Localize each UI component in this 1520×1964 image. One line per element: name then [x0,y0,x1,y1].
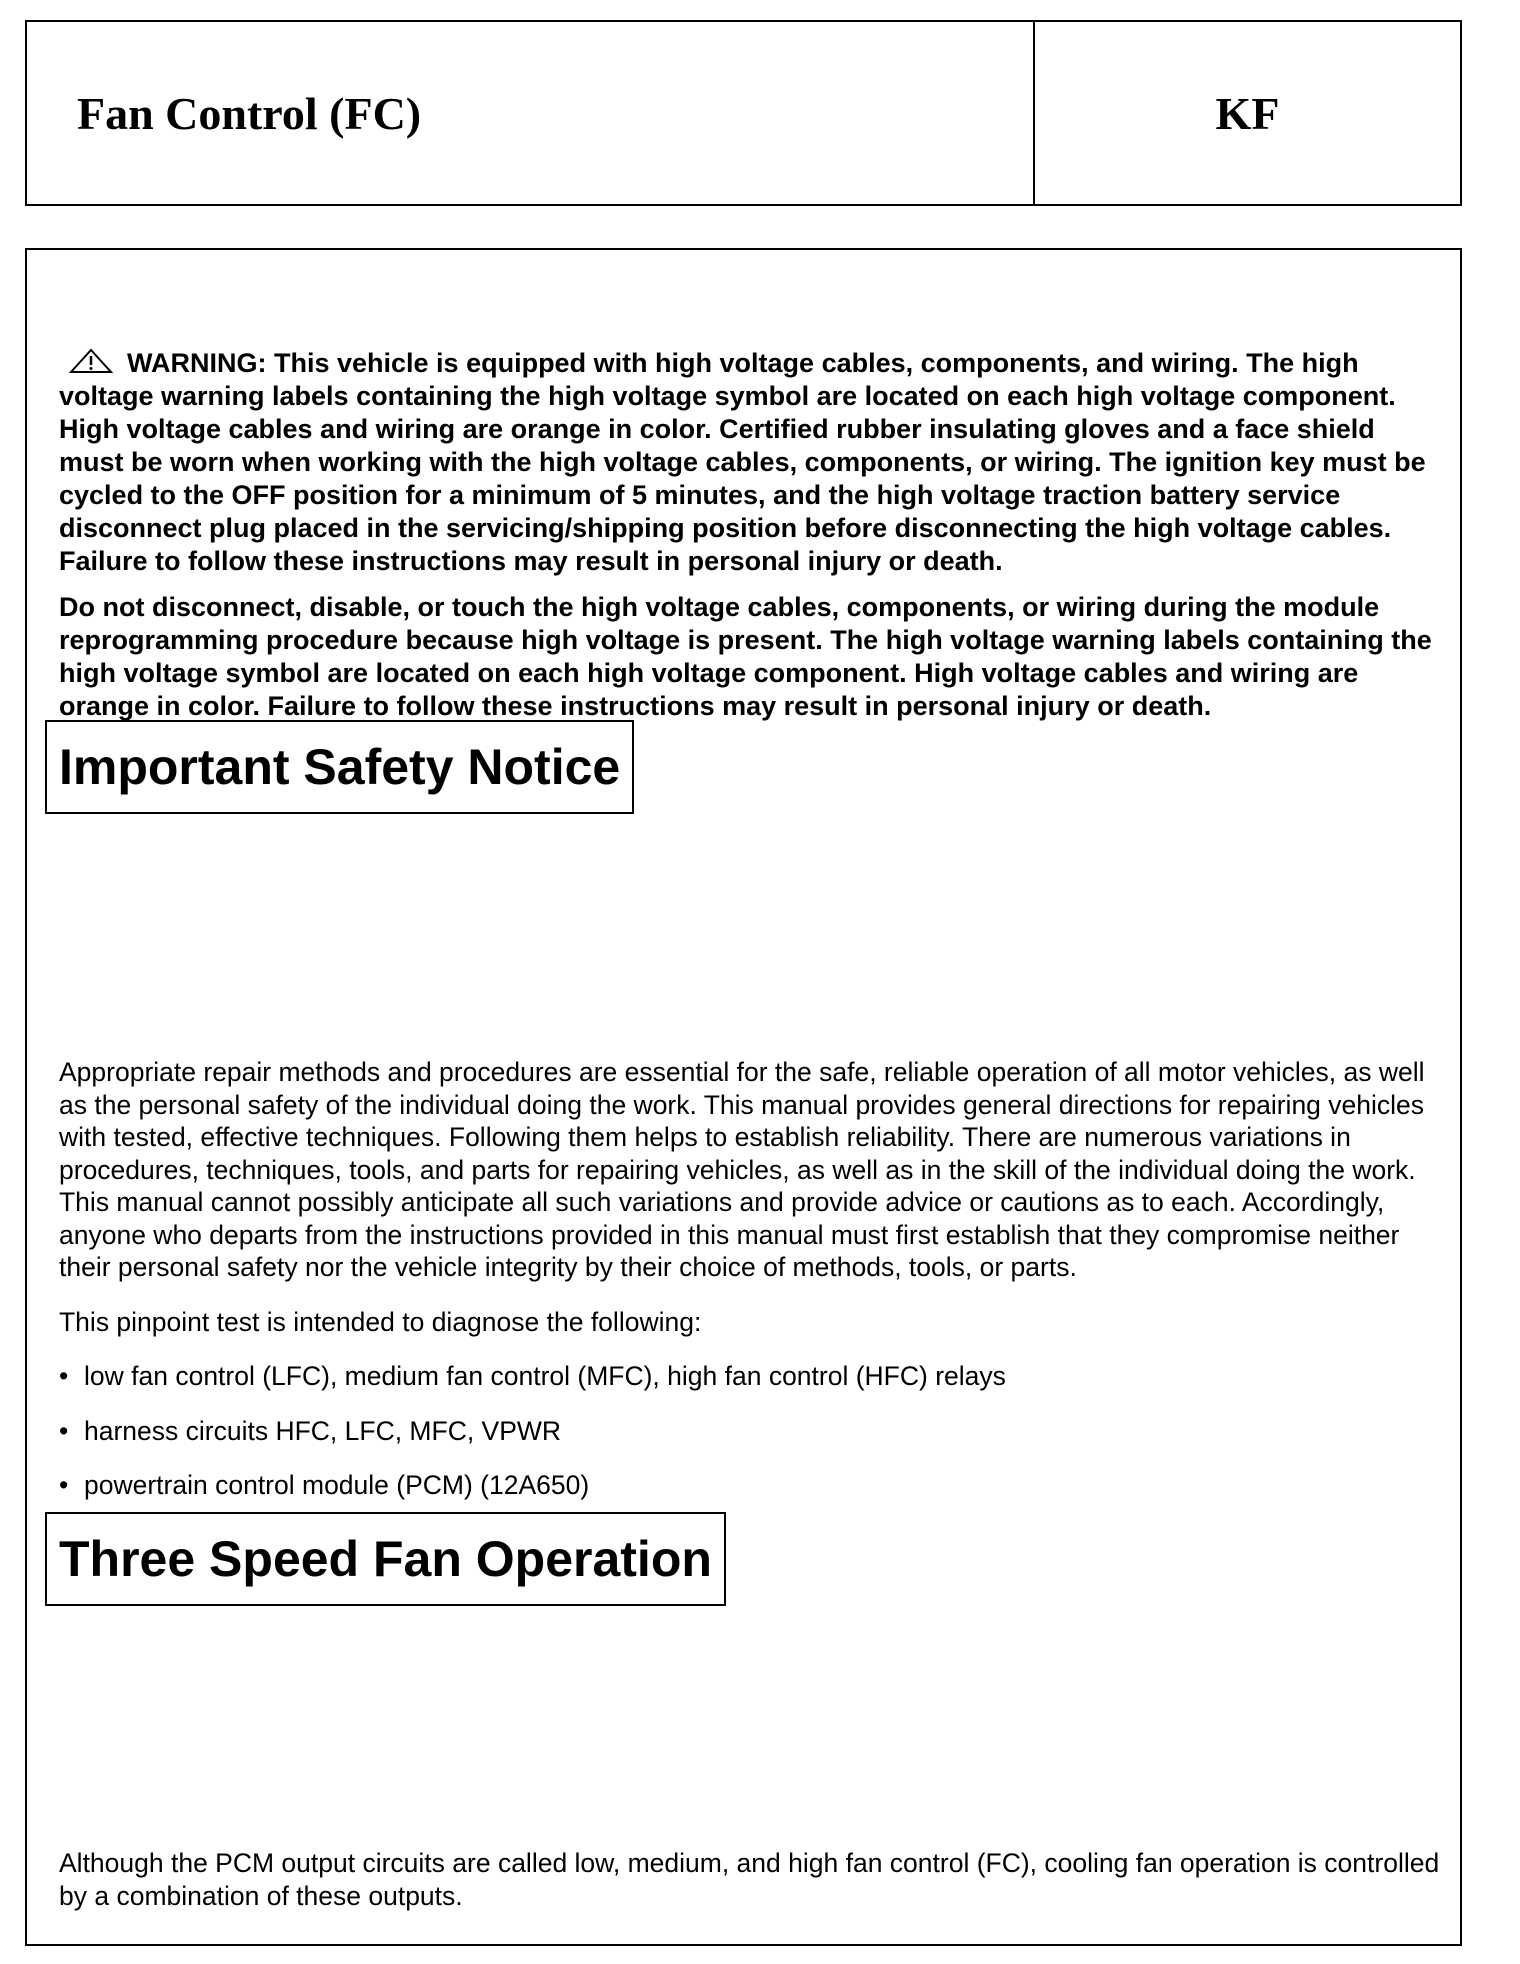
diagnose-list [59,1360,1444,1502]
safety-notice-paragraph: Appropriate repair methods and procedures are essential for the safe, reliable operation of all motor vehicles, as well as the personal safety of the individual doing the work. This manual provides general directions for repairing vehicles with tested, effective techniques. Following them helps to establish reliability. There are numerous variations in procedures, techniques, tools, and parts for repairing vehicles, as well as in the skill of the individual doing the work. This manual cannot possibly anticipate all such variations and provide advice or cautions as to each. Accordingly, anyone who departs from the instructions provided in this manual must first establish that they compromise neither their personal safety nor the vehicle integrity by their choice of methods, tools, or parts. [59,1057,1425,1282]
header-code-cell [1035,22,1460,204]
warning-paragraph-2: Do not disconnect, disable, or touch the high voltage cables, components, or wiring during the module reprogramming procedure because high voltage is present. The high voltage warning labels containing the high voltage symbol are located on each high voltage component. High voltage cables and wiring are orange in color. Failure to follow these instructions may result in personal injury or death. [59,592,1432,721]
content-box [25,248,1462,1946]
header-title-cell [27,22,1035,204]
warning-block [59,347,1439,736]
list-item: • powertrain control module (PCM) (12A650) [59,1469,1444,1502]
warning-text-1: WARNING: This vehicle is equipped with high voltage cables, components, and wiring. The high voltage warning labels containing the high voltage symbol are located on each high voltage component. High voltage cables and wiring are orange in color. Certified rubber insulating gloves and a face shield must be worn when working with the high voltage cables, components, or wiring. The ignition key must be cycled to the OFF position for a minimum of 5 minutes, and the high voltage traction battery service disconnect plug placed in the servicing/shipping position before disconnecting the high voltage cables. Failure to follow these instructions may result in personal injury or death. [59,348,1426,576]
header-box [25,20,1462,206]
safety-notice-body [59,1056,1444,1524]
safety-notice-heading: Important Safety Notice [45,720,634,814]
list-item: • harness circuits HFC, LFC, MFC, VPWR [59,1415,1444,1448]
fan-operation-paragraph: Although the PCM output circuits are called low, medium, and high fan control (FC), cooling fan operation is controlled by a combination of these outputs. [59,1848,1440,1911]
warning-paragraph-1 [59,347,1439,578]
fan-operation-body [59,1847,1444,1934]
list-item: • low fan control (LFC), medium fan control (MFC), high fan control (HFC) relays [59,1360,1444,1393]
page-title: Fan Control (FC) [77,87,422,139]
pinpoint-intro: This pinpoint test is intended to diagnose the following: [59,1306,702,1337]
warning-triangle-icon [69,348,113,374]
fan-operation-heading: Three Speed Fan Operation [45,1512,726,1606]
section-code: KF [1215,87,1280,139]
